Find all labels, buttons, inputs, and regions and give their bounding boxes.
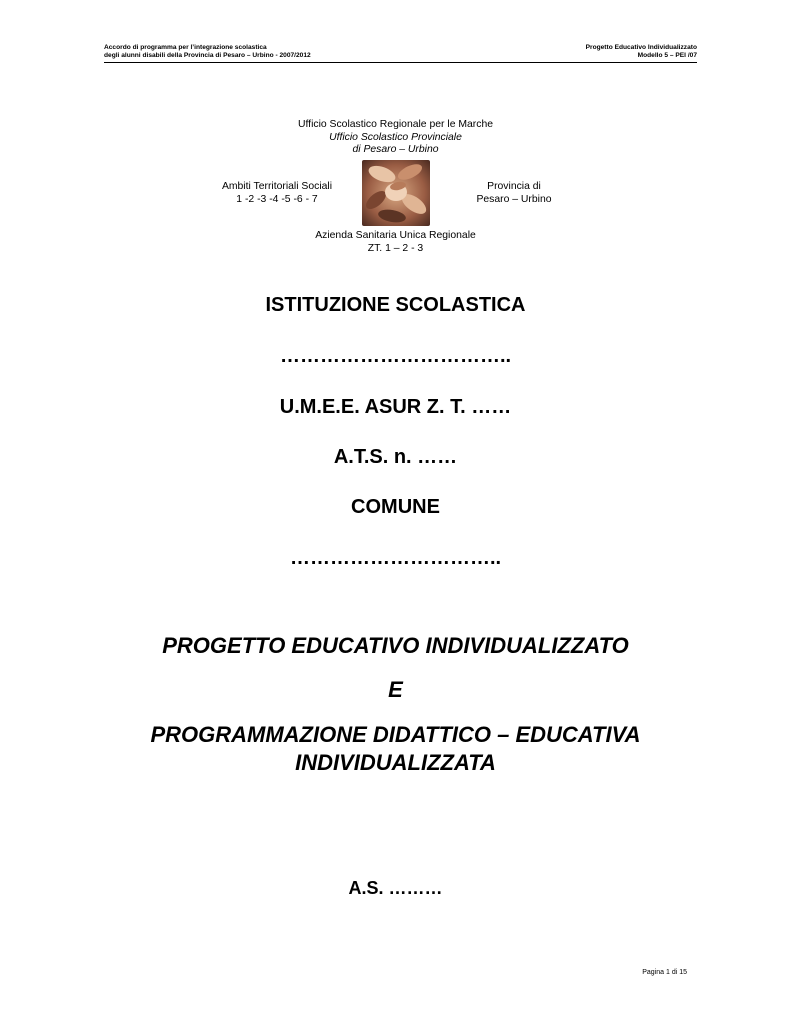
- header-left-line2: degli alunni disabili della Provincia di Pesaro – Urbino - 2007/2012: [104, 52, 311, 59]
- institution-top-line2: Ufficio Scolastico Provinciale: [329, 131, 462, 143]
- title-line1: PROGETTO EDUCATIVO INDIVIDUALIZZATO: [162, 633, 629, 658]
- running-header-right: [586, 44, 697, 60]
- institution-top-line3: di Pesaro – Urbino: [352, 144, 439, 155]
- running-header-left: [104, 44, 311, 60]
- header-left-line1: Accordo di programma per l’integrazione scolastica: [104, 44, 267, 51]
- comune-value: …………………………..: [289, 547, 502, 569]
- institution-top-line1: Ufficio Scolastico Regionale per le Marche: [297, 119, 494, 130]
- title-line3: PROGRAMMAZIONE DIDATTICO – EDUCATIVA: [150, 722, 641, 747]
- comune-label: COMUNE: [351, 496, 440, 518]
- ats-field: A.T.S. n. ……: [333, 446, 458, 468]
- institution-right: [468, 181, 560, 206]
- hands-photo: [362, 160, 430, 226]
- header-right-line1: Progetto Educativo Individualizzato: [585, 44, 697, 51]
- institution-bottom-line1: Azienda Sanitaria Unica Regionale: [315, 230, 476, 241]
- institution-bottom: [0, 230, 791, 255]
- page-number: Pagina 1 di 15: [642, 969, 687, 976]
- institution-left: [216, 181, 338, 206]
- istituzione-label: ISTITUZIONE SCOLASTICA: [265, 294, 526, 316]
- hands-image: [362, 160, 430, 226]
- institution-left-line2: 1 -2 -3 -4 -5 -6 - 7: [236, 193, 318, 205]
- institution-right-line1: Provincia di: [487, 181, 541, 192]
- institution-top: [0, 119, 791, 157]
- istituzione-value: ……………………………..: [279, 345, 512, 367]
- header-divider: [104, 62, 697, 63]
- institution-bottom-line2: ZT. 1 – 2 - 3: [367, 242, 424, 254]
- anno-scolastico: A.S. ………: [348, 878, 443, 898]
- umee-field: U.M.E.E. ASUR Z. T. ……: [279, 396, 512, 418]
- title-line4: INDIVIDUALIZZATA: [295, 750, 496, 775]
- institution-right-line2: Pesaro – Urbino: [476, 193, 552, 205]
- header-right-line2: Modello 5 – PEI /07: [637, 52, 697, 59]
- title-line2: E: [388, 677, 403, 702]
- institution-left-line1: Ambiti Territoriali Sociali: [221, 181, 333, 192]
